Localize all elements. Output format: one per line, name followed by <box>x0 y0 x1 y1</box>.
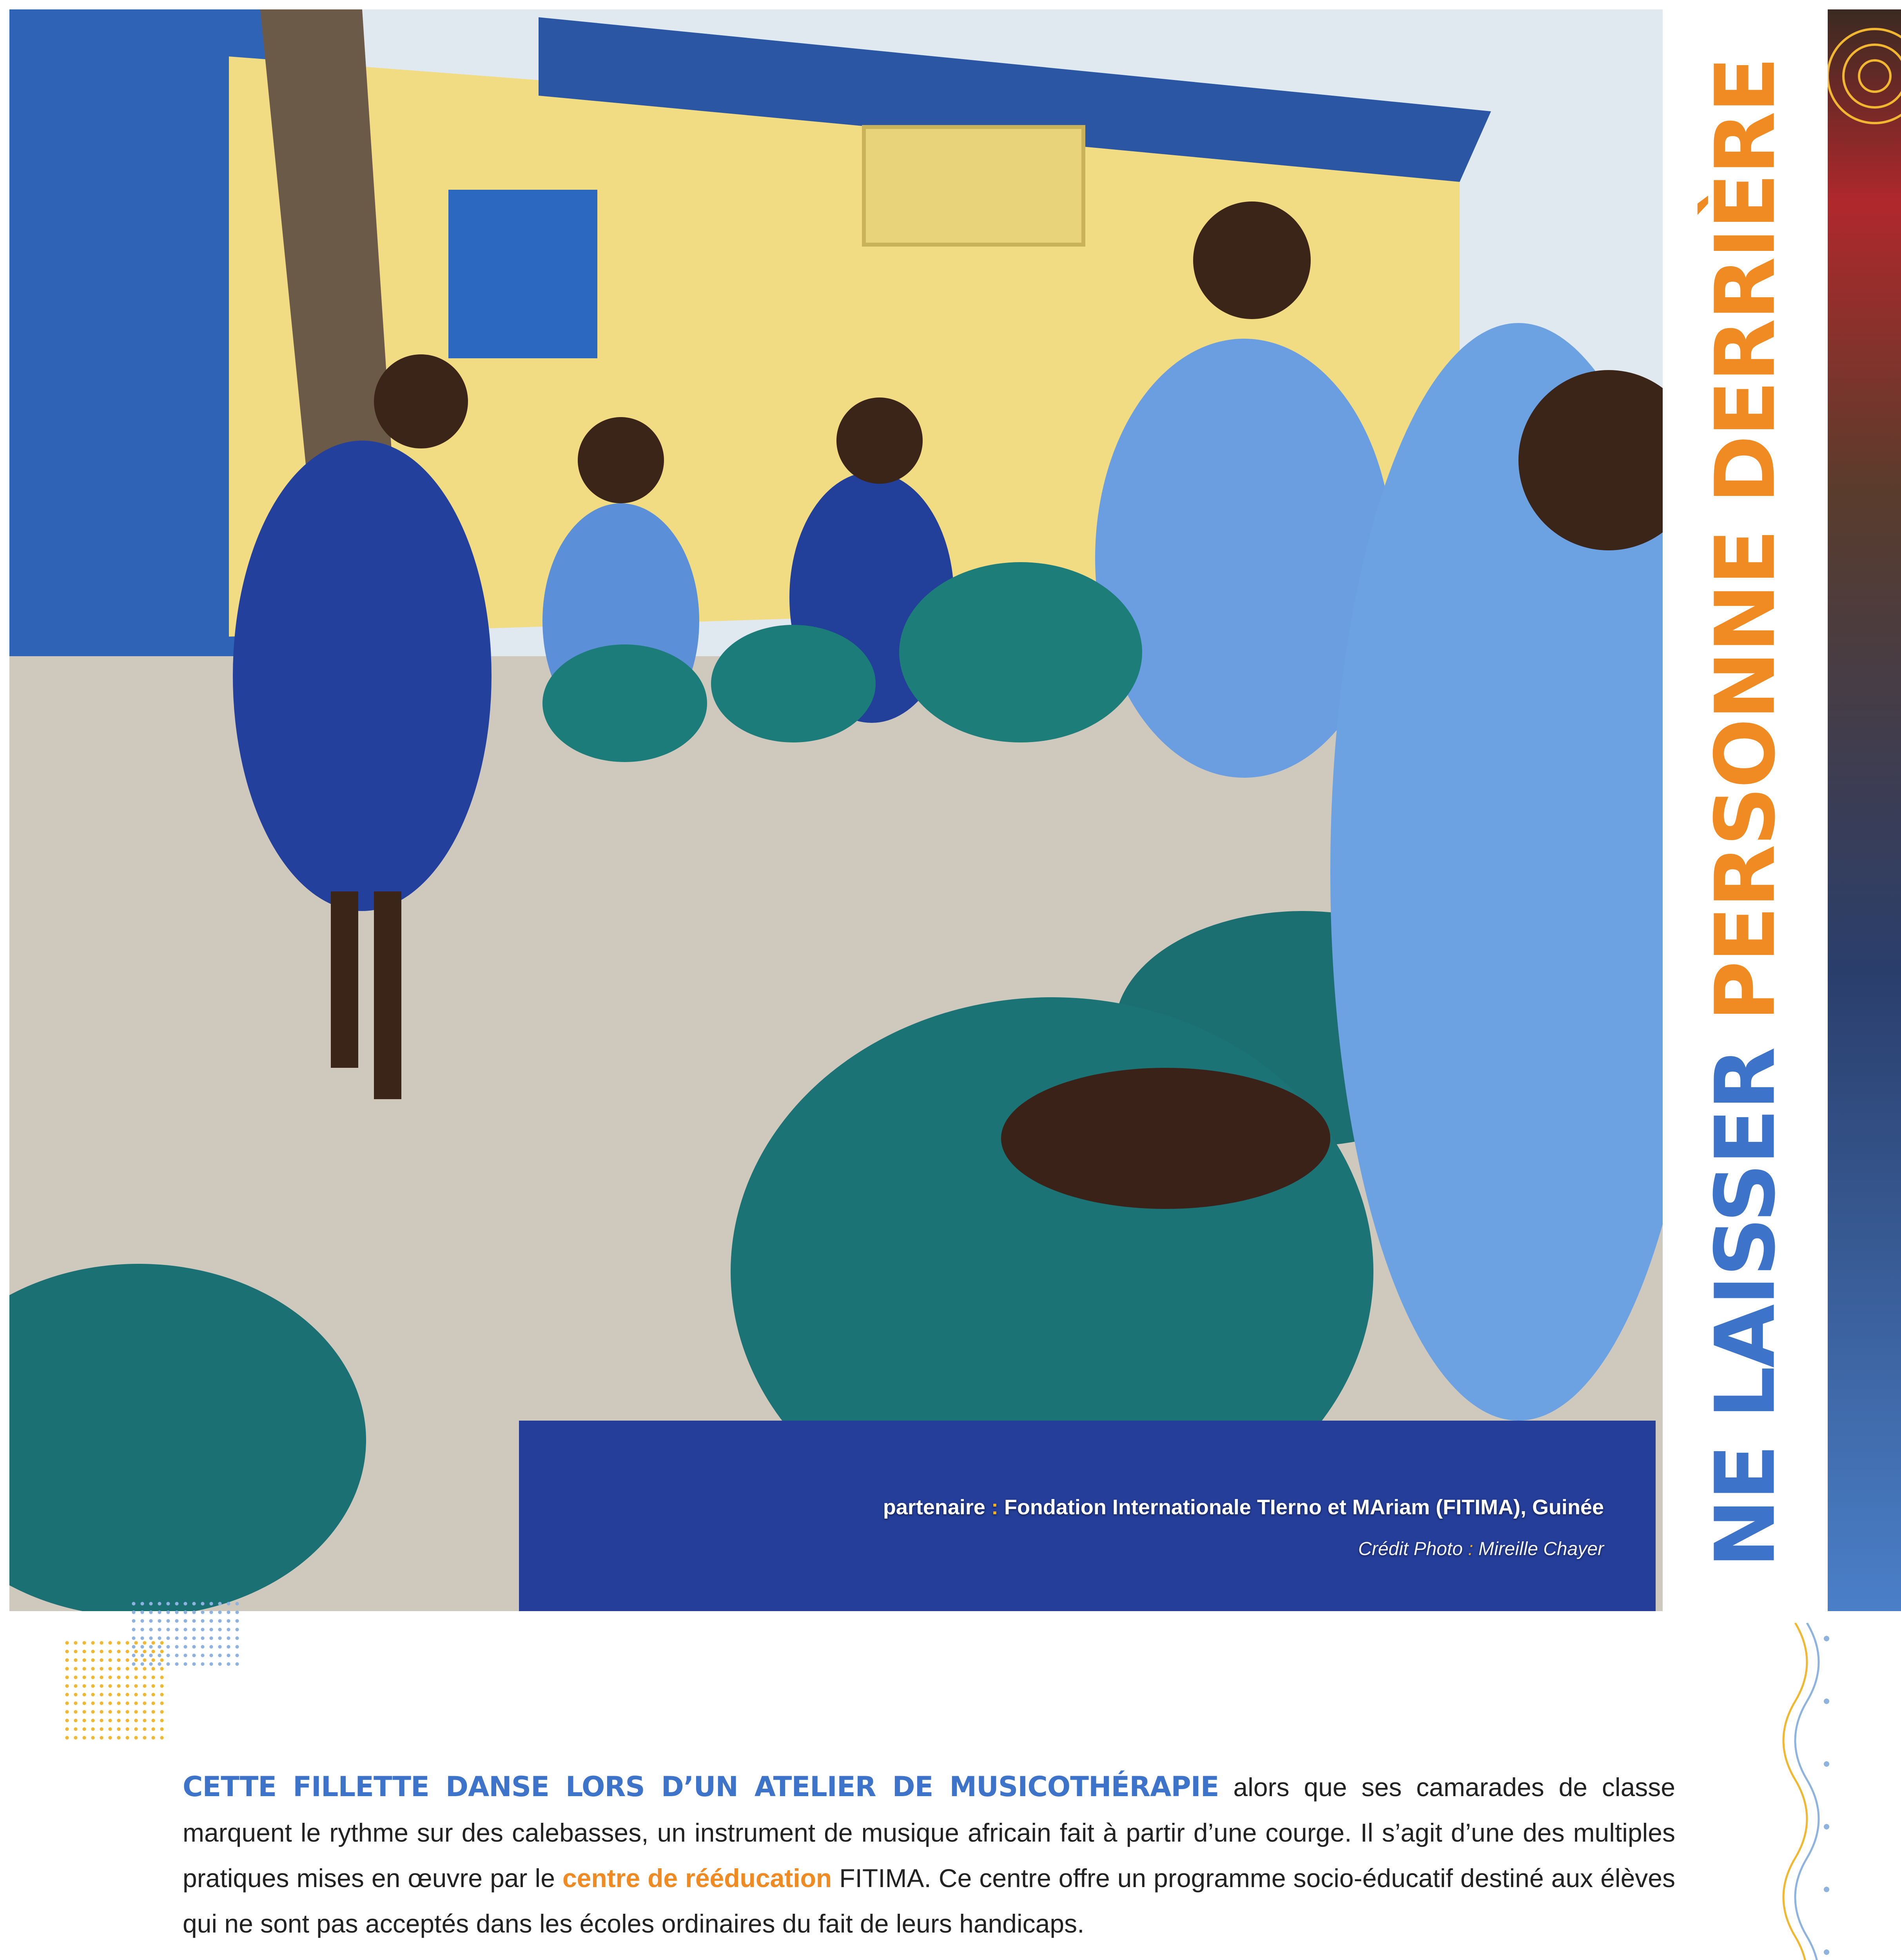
colon-mark: : <box>985 1495 1004 1519</box>
side-title-part2: PERSONNE DERRIÈRE <box>1697 58 1794 1022</box>
credit-label: Crédit Photo <box>1358 1539 1463 1559</box>
hero-photo <box>9 9 1663 1611</box>
paragraph-1 <box>183 1764 1675 1946</box>
photo-credit-caption <box>1358 1538 1604 1560</box>
photo-illustration <box>9 9 1663 1611</box>
side-title-part1: NE LAISSER <box>1697 1048 1794 1568</box>
partner-name: Fondation Internationale TIerno et MAriam (FITIMA), Guinée <box>1004 1495 1604 1519</box>
paragraph-1-text-end: FITIMA. Ce centre offre un programme socio-éducatif destiné aux élèves qui ne sont pas acceptés dans les écoles ordinaires du fait de leurs handicaps. <box>183 1864 1675 1938</box>
side-title <box>1698 58 1794 1568</box>
side-title-column <box>1663 9 1828 1611</box>
paragraph-1-lead: CETTE FILLETTE DANSE LORS D’UN ATELIER DE MUSICOTHÉRAPIE <box>183 1771 1219 1803</box>
keyword-reeducation: centre de rééducation <box>562 1864 832 1893</box>
colon-mark: : <box>1462 1539 1478 1559</box>
edge-photo-strip <box>1828 9 1901 1611</box>
wave-line-decoration <box>1779 1623 1834 1960</box>
photo-partner-caption <box>883 1495 1604 1519</box>
paragraph-1-text: alors que ses camarades de classe marquent le rythme sur des calebasses, un instrument de musique africain fait à partir d’une courge. Il s’agit d’une des multiples pratiques mises en œuvre par le <box>183 1773 1676 1893</box>
dot-pattern-decoration <box>129 1599 239 1670</box>
partner-label: partenaire <box>883 1495 985 1519</box>
target-circles-icon <box>1828 9 1901 127</box>
credit-name: Mireille Chayer <box>1478 1539 1604 1559</box>
